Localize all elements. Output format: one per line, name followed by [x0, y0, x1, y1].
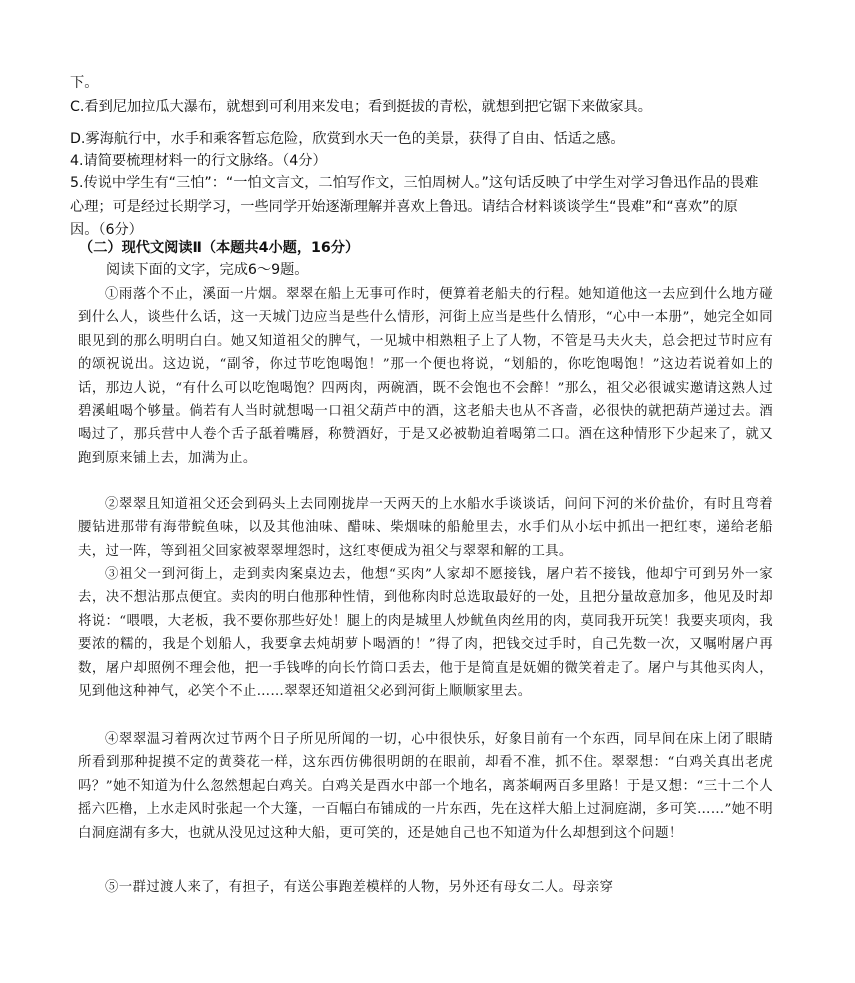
option-c: C.看到尼加拉瓜大瀑布，就想到可利用来发电；看到挺拔的青松，就想到把它锯下来做家具。 — [70, 99, 652, 115]
passage-paragraph-4: ④翠翠温习着两次过节两个日子所见所闻的一切，心中很快乐，好象目前有一个东西，同早间在床上闭了眼睛所看到那种捉摸不定的黄葵花一样，这东西仿佛很明朗的在眼前，却看不准，抓不住。翠翠想：“白鸡关真出老虎吗？”她不知道为什么忽然想起白鸡关。白鸡关是酉水中部一个地名，离茶峒两百多里路！于是又想：“三十二个人摇六匹橹，上水走风时张起一个大篷，一百幅白布铺成的一片东西，先在这样大船上过洞庭湖，多可笑……”她不明白洞庭湖有多大，也就从没见过这种大船，更可笑的，还是她自己也不知道为什么却想到这个问题！ — [78, 732, 773, 841]
option-b-tail: 下。 — [70, 75, 99, 91]
passage-paragraph-2: ②翠翠且知道祖父还会到码头上去同刚拢岸一天两天的上水船水手谈谈话，问问下河的米价盐价，有时且弯着腰钻进那带有海带鲩鱼味，以及其他油味、醋味、柴烟味的船舱里去，水手们从小坛中抓出一把红枣，递给老船夫，过一阵，等到祖父回家被翠翠埋怨时，这红枣便成为祖父与翠翠和解的工具。 — [78, 497, 773, 559]
question-4: 4.请简要梳理材料一的行文脉络。（4分） — [70, 153, 327, 169]
passage-paragraph-3: ③祖父一到河街上，走到卖肉案桌边去，他想“买肉”人家却不愿接钱，屠户若不接钱，他却宁可到另外一家去，决不想沾那点便宜。卖肉的明白他那种性情，到他称肉时总选取最好的一处，且把分量故意加多，他见及时却将说：“喂喂，大老板，我不要你那些好处！腿上的肉是城里人炒鱿鱼肉丝用的肉，莫同我开玩笑！我要夹项肉，我要浓的糯的，我是个划船人，我要拿去炖胡萝卜喝酒的！”得了肉，把钱交过手时，自己先数一次，又嘱咐屠户再数，屠户却照例不理会他，把一手钱哗的向长竹筒口丢去，他于是简直是妩媚的微笑着走了。屠户与其他买肉人，见到他这种神气，必笑个不止……翠翠还知道祖父必到河街上顺顺家里去。 — [78, 567, 773, 700]
section-title: （二）现代文阅读Ⅱ（本题共4小题，16分） — [79, 240, 360, 256]
passage-paragraph-1: ①雨落个不止，溪面一片烟。翠翠在船上无事可作时，便算着老船夫的行程。她知道他这一去应到什么地方碰到什么人，谈些什么话，这一天城门边应当是些什么情形，河街上应当是些什么情形，“心中一本册”，她完全如同眼见到的那么明明白白。她又知道祖父的脾气，一见城中相熟粗子上了人物，不管是马夫火夫，总会把过节时应有的颂祝说出。这边说，“副爷，你过节吃饱喝饱！”那一个便也将说，“划船的，你吃饱喝饱！”这边若说着如上的话，那边人说，“有什么可以吃饱喝饱？四两肉，两碗酒，既不会饱也不会醉！”那么，祖父必很诚实邀请这熟人过碧溪岨喝个够量。倘若有人当时就想喝一口祖父葫芦中的酒，这老船夫也从不吝啬，必很快的就把葫芦递过去。酒喝过了，那兵营中人卷个舌子舐着嘴唇，称赞酒好，于是又必被勒迫着喝第二口。酒在这种情形下少起来了，就又跑到原来铺上去，加满为止。 — [78, 287, 773, 466]
option-d: D.雾海航行中，水手和乘客暂忘危险，欣赏到水天一色的美景，获得了自由、恬适之感。 — [70, 131, 625, 147]
section-instruction: 阅读下面的文字，完成6～9题。 — [106, 262, 309, 278]
question-5: 5.传说中学生有“三怕”：“一怕文言文，二怕写作文，三怕周树人。”这句话反映了中学生对学习鲁迅作品的畏难心理；可是经过长期学习，一些同学开始逐渐理解并喜欢上鲁迅。请结合材料谈谈学生“畏难”和“喜欢”的原因。（6分） — [70, 175, 759, 239]
passage-paragraph-5: ⑤一群过渡人来了，有担子，有送公事跑差模样的人物，另外还有母女二人。母亲穿 — [105, 880, 614, 895]
